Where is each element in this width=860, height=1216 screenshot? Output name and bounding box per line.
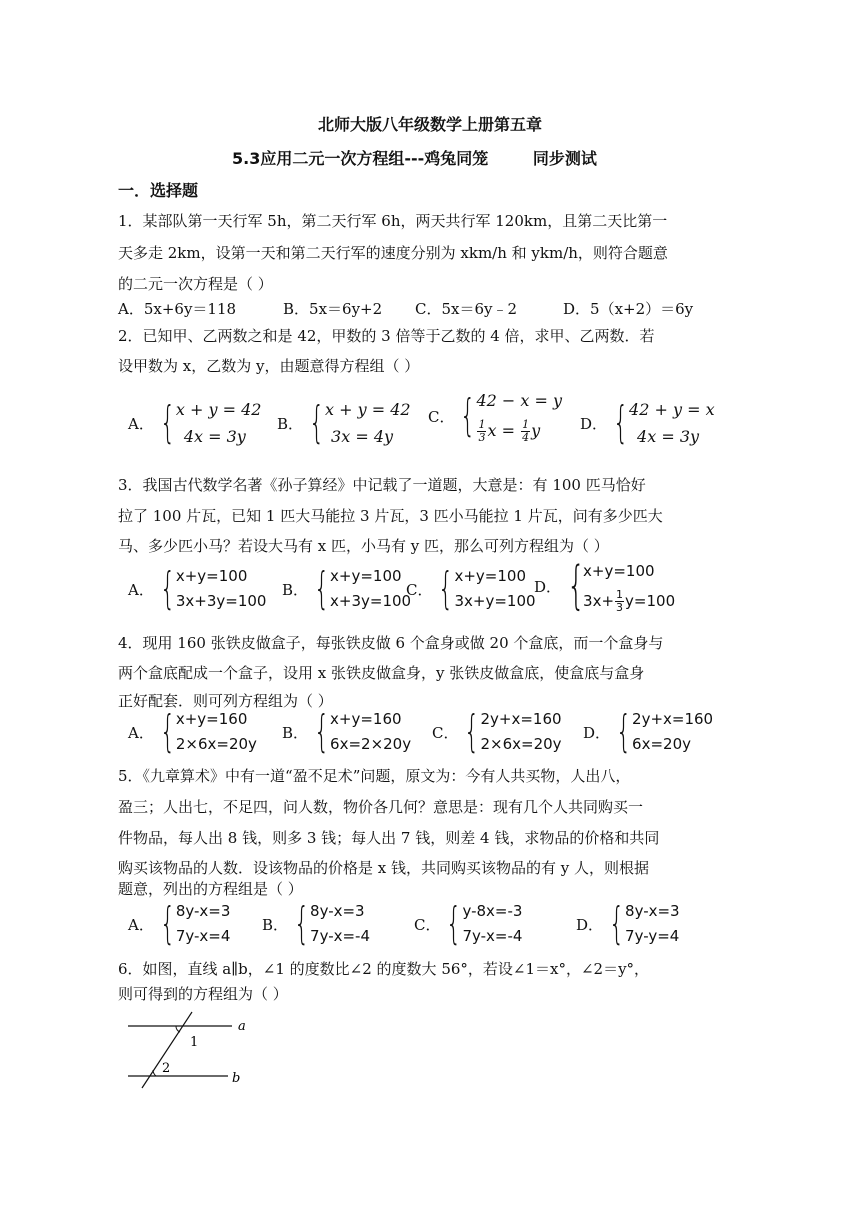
equation: y-8x=-3 <box>462 902 523 920</box>
option-label: A． <box>128 414 154 433</box>
equation: x + y = 42 <box>175 400 262 419</box>
option-label: B． <box>262 915 289 934</box>
equation: 8y-x=3 <box>175 902 231 920</box>
label-angle-1: 1 <box>190 1035 199 1050</box>
brace: { <box>314 706 330 757</box>
equation-system <box>476 386 562 446</box>
equation: x + y = 42 <box>325 400 411 419</box>
equation-system <box>176 396 262 450</box>
brace: { <box>159 706 176 757</box>
q2-option-a <box>128 396 261 450</box>
q4-option-b <box>282 707 411 757</box>
brace: { <box>294 898 310 949</box>
brace: { <box>314 563 330 614</box>
q4-option-a <box>128 707 257 757</box>
option-label: C． <box>428 407 455 426</box>
option-label: C． <box>406 580 433 599</box>
q5-line-4: 购买该物品的人数．设该物品的价格是 x 钱，共同购买该物品的有 y 人，则根据 <box>118 859 650 877</box>
equation-system <box>330 707 411 757</box>
equation: x+3y=100 <box>330 592 412 610</box>
parallel-lines-figure <box>120 1010 270 1090</box>
brace: { <box>460 390 476 441</box>
equation: x+y=100 <box>583 562 655 580</box>
equation-system <box>325 396 411 450</box>
option-label: C． <box>414 915 441 934</box>
option-label: D． <box>576 915 604 934</box>
label-b: b <box>232 1071 241 1086</box>
brace: { <box>438 563 454 614</box>
q5-line-3: 件物品，每人出 8 钱，则多 3 钱；每人出 7 钱，则差 4 钱，求物品的价格和共同 <box>118 829 660 847</box>
equation: 42 − x = y <box>476 391 563 410</box>
option-label: D． <box>583 723 611 742</box>
q3-line-2: 拉了 100 片瓦，已知 1 匹大马能拉 3 片瓦，3 匹小马能拉 1 片瓦，问有多少匹大 <box>118 507 663 525</box>
q3-line-3: 马、多少匹小马？若设大马有 x 匹，小马有 y 匹，那么可列方程组为（ ） <box>118 537 609 555</box>
equation: 3x+y=100 <box>454 592 536 610</box>
q3-line-1: 3．我国古代数学名著《孙子算经》中记载了一道题，大意是：有 100 匹马恰好 <box>118 476 646 494</box>
option-label: C． <box>432 723 459 742</box>
option-label: B． <box>277 414 304 433</box>
page-title: 北师大版八年级数学上册第五章 <box>317 115 542 134</box>
option-label: A． <box>128 580 154 599</box>
page-subtitle: 5.3应用二元一次方程组---鸡兔同笼 同步测试 <box>232 149 597 168</box>
equation-system <box>176 564 267 614</box>
q1-option-b: B．5x＝6y+2 <box>283 300 383 318</box>
brace: { <box>159 397 176 448</box>
q2-option-d <box>580 396 715 450</box>
q4-line-3: 正好配套．则可列方程组为（ ） <box>118 692 333 710</box>
q1-option-d: D．5（x+2）＝6y <box>563 300 694 318</box>
equation: 2y+x=160 <box>632 710 714 728</box>
q3-option-b <box>282 564 411 614</box>
brace: { <box>159 563 176 614</box>
equation: 3x+ $\frac{1}{3}$ y=100 <box>583 588 676 614</box>
equation: x+y=100 <box>454 567 527 585</box>
option-label: B． <box>282 723 309 742</box>
brace: { <box>464 706 480 757</box>
brace: { <box>613 397 629 448</box>
q1-option-a: A．5x+6y＝118 <box>118 300 237 318</box>
equation: 4x = 3y <box>183 427 246 446</box>
q5-line-5: 题意，列出的方程组是（ ） <box>118 880 303 898</box>
q5-option-c <box>414 899 522 949</box>
equation-system <box>176 899 231 949</box>
fraction: $\frac{1}{3}$ <box>478 418 486 444</box>
option-label: D． <box>534 577 562 596</box>
brace: { <box>616 706 632 757</box>
brace: { <box>446 898 462 949</box>
q1-line-3: 的二元一次方程是（ ） <box>118 275 273 293</box>
q1-option-c: C．5x＝6y﹣2 <box>415 300 518 318</box>
q4-line-1: 4．现用 160 张铁皮做盒子，每张铁皮做 6 个盒身或做 20 个盒底，而一个盒身与 <box>118 634 664 652</box>
fraction: $\frac{1}{4}$ <box>522 418 530 444</box>
equation: $\frac{1}{3}$ x = $\frac{1}{4}$ y <box>478 418 541 444</box>
equation: x+y=160 <box>330 710 402 728</box>
q5-option-a <box>128 899 230 949</box>
q6-line-2: 则可得到的方程组为（ ） <box>118 985 288 1003</box>
equation: 7y-y=4 <box>625 927 680 945</box>
equation-system <box>176 707 257 757</box>
equation-system <box>454 564 535 614</box>
q3-option-d <box>534 556 675 616</box>
option-label: D． <box>580 414 608 433</box>
q3-option-c <box>406 564 536 614</box>
fraction: $\frac{1}{3}$ <box>616 588 624 614</box>
option-label: A． <box>128 723 154 742</box>
equation: 4x = 3y <box>637 427 700 446</box>
q5-line-1: 5．《九章算术》中有一道“盈不足术”问题，原文为：今有人共买物，人出八， <box>118 767 631 785</box>
equation: 7y-x=4 <box>175 927 231 945</box>
equation-system <box>330 564 411 614</box>
q2-line-2: 设甲数为 x，乙数为 y，由题意得方程组（ ） <box>118 357 420 375</box>
option-label: A． <box>128 915 154 934</box>
brace: { <box>309 397 325 448</box>
equation: 3x+3y=100 <box>175 592 267 610</box>
equation: 3x = 4y <box>331 427 394 446</box>
q4-line-2: 两个盒底配成一个盒子，设用 x 张铁皮做盒身，y 张铁皮做盒底，使盒底与盒身 <box>118 664 645 682</box>
equation: 8y-x=3 <box>310 902 365 920</box>
equation-system <box>625 899 680 949</box>
q5-option-b <box>262 899 370 949</box>
q5-option-d <box>576 899 680 949</box>
q2-option-c <box>428 386 562 446</box>
equation: x+y=100 <box>175 567 248 585</box>
label-a: a <box>238 1019 246 1034</box>
q6-line-1: 6．如图，直线 a∥b，∠1 的度数比∠2 的度数大 56°，若设∠1＝x°，∠2＝y°， <box>118 960 650 978</box>
q1-line-2: 天多走 2km，设第一天和第二天行军的速度分别为 xkm/h 和 ykm/h，则符合题意 <box>118 244 668 262</box>
equation: 7y-x=-4 <box>462 927 523 945</box>
equation: x+y=100 <box>330 567 402 585</box>
equation: 2×6x=20y <box>175 735 257 753</box>
q3-option-a <box>128 564 266 614</box>
q1-line-1: 1．某部队第一天行军 5h，第二天行军 6h，两天共行军 120km，且第二天比第一 <box>118 212 668 230</box>
equation-system <box>462 899 522 949</box>
q4-option-c <box>432 707 562 757</box>
equation: 7y-x=-4 <box>310 927 371 945</box>
brace: { <box>159 898 176 949</box>
equation: 6x=20y <box>632 735 691 753</box>
section-heading: 一．选择题 <box>118 181 199 200</box>
equation: 8y-x=3 <box>625 902 680 920</box>
label-angle-2: 2 <box>162 1061 171 1076</box>
q5-line-2: 盈三；人出七，不足四，问人数，物价各几何？意思是：现有几个人共同购买一 <box>118 798 644 816</box>
q2-option-b <box>277 396 411 450</box>
equation: 6x=2×20y <box>330 735 412 753</box>
equation: 2y+x=160 <box>480 710 562 728</box>
equation-system <box>480 707 561 757</box>
brace: { <box>567 556 586 616</box>
equation: x+y=160 <box>175 710 248 728</box>
equation: 2×6x=20y <box>480 735 562 753</box>
q4-option-d <box>583 707 713 757</box>
equation-system <box>310 899 370 949</box>
brace: { <box>609 898 625 949</box>
equation-system <box>632 707 713 757</box>
angle-2-arc <box>153 1070 156 1076</box>
equation-system <box>583 556 675 616</box>
equation: 42 + y = x <box>629 400 715 419</box>
q2-line-1: 2．已知甲、乙两数之和是 42，甲数的 3 倍等于乙数的 4 倍，求甲、乙两数．若 <box>118 327 655 345</box>
equation-system <box>629 396 715 450</box>
option-label: B． <box>282 580 309 599</box>
